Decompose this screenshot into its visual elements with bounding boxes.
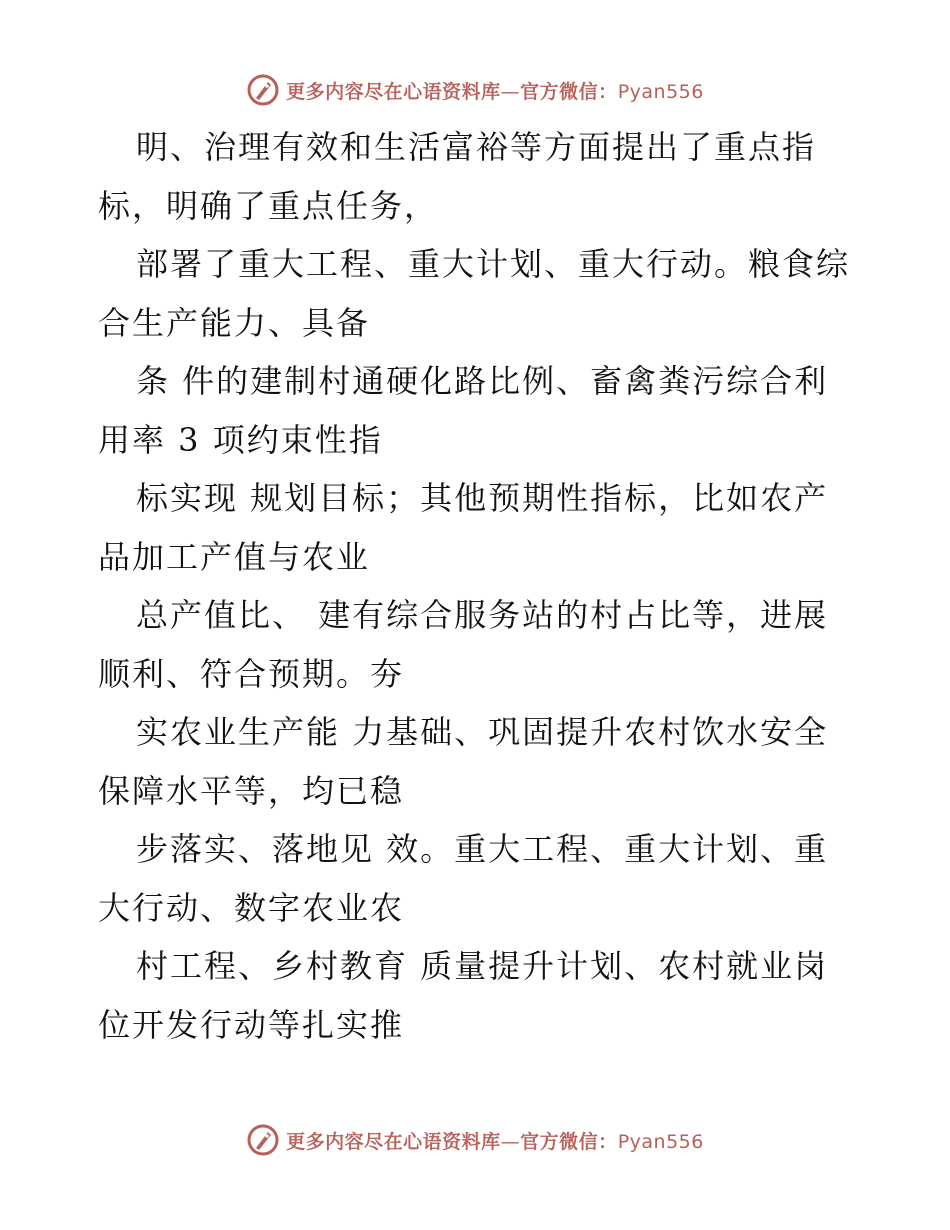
body-line: 明、治理有效和生活富裕等方面提出了重点指	[136, 128, 817, 166]
body-line: 部署了重大工程、重大计划、重大行动。粮食综	[136, 245, 851, 283]
body-line: 总产值比、 建有综合服务站的村占比等，进展	[136, 596, 829, 634]
banner-wechat-label: 官方微信：	[520, 80, 618, 103]
banner-wechat-id: Pyan556	[617, 1130, 704, 1153]
body-line: 顺利、符合预期。夯	[98, 654, 405, 693]
banner-title: 更多内容尽在心语资料库	[286, 80, 501, 103]
body-line: 村工程、乡村教育 质量提升计划、农村就业岗	[136, 947, 829, 985]
body-line: 标实现 规划目标；其他预期性指标，比如农产	[136, 479, 829, 517]
banner-separator: —	[500, 1130, 521, 1153]
banner-title: 更多内容尽在心语资料库	[286, 1130, 501, 1153]
body-line: 标，明确了重点任务，	[98, 186, 439, 225]
banner-wechat-label: 官方微信：	[520, 1130, 618, 1153]
banner-separator: —	[500, 80, 521, 103]
document-body	[98, 118, 858, 1054]
header-banner	[0, 70, 950, 110]
footer-banner	[0, 1120, 950, 1160]
header-banner-text	[286, 77, 704, 104]
footer-banner-text	[286, 1127, 704, 1154]
body-line: 保障水平等，均已稳	[98, 771, 405, 810]
body-line: 位开发行动等扎实推	[98, 1005, 405, 1044]
body-line: 品加工产值与农业	[98, 537, 371, 576]
body-line: 大行动、数字农业农	[98, 888, 405, 927]
body-line: 用率 3 项约束性指	[98, 420, 383, 459]
pen-nib-logo-icon	[246, 1123, 280, 1157]
body-line: 合生产能力、具备	[98, 303, 371, 342]
body-line: 实农业生产能 力基础、巩固提升农村饮水安全	[136, 713, 829, 751]
banner-wechat-id: Pyan556	[617, 80, 704, 103]
pen-nib-logo-icon	[246, 73, 280, 107]
body-line: 步落实、落地见 效。重大工程、重大计划、重	[136, 830, 829, 868]
body-line: 条 件的建制村通硬化路比例、畜禽粪污综合利	[136, 362, 829, 400]
